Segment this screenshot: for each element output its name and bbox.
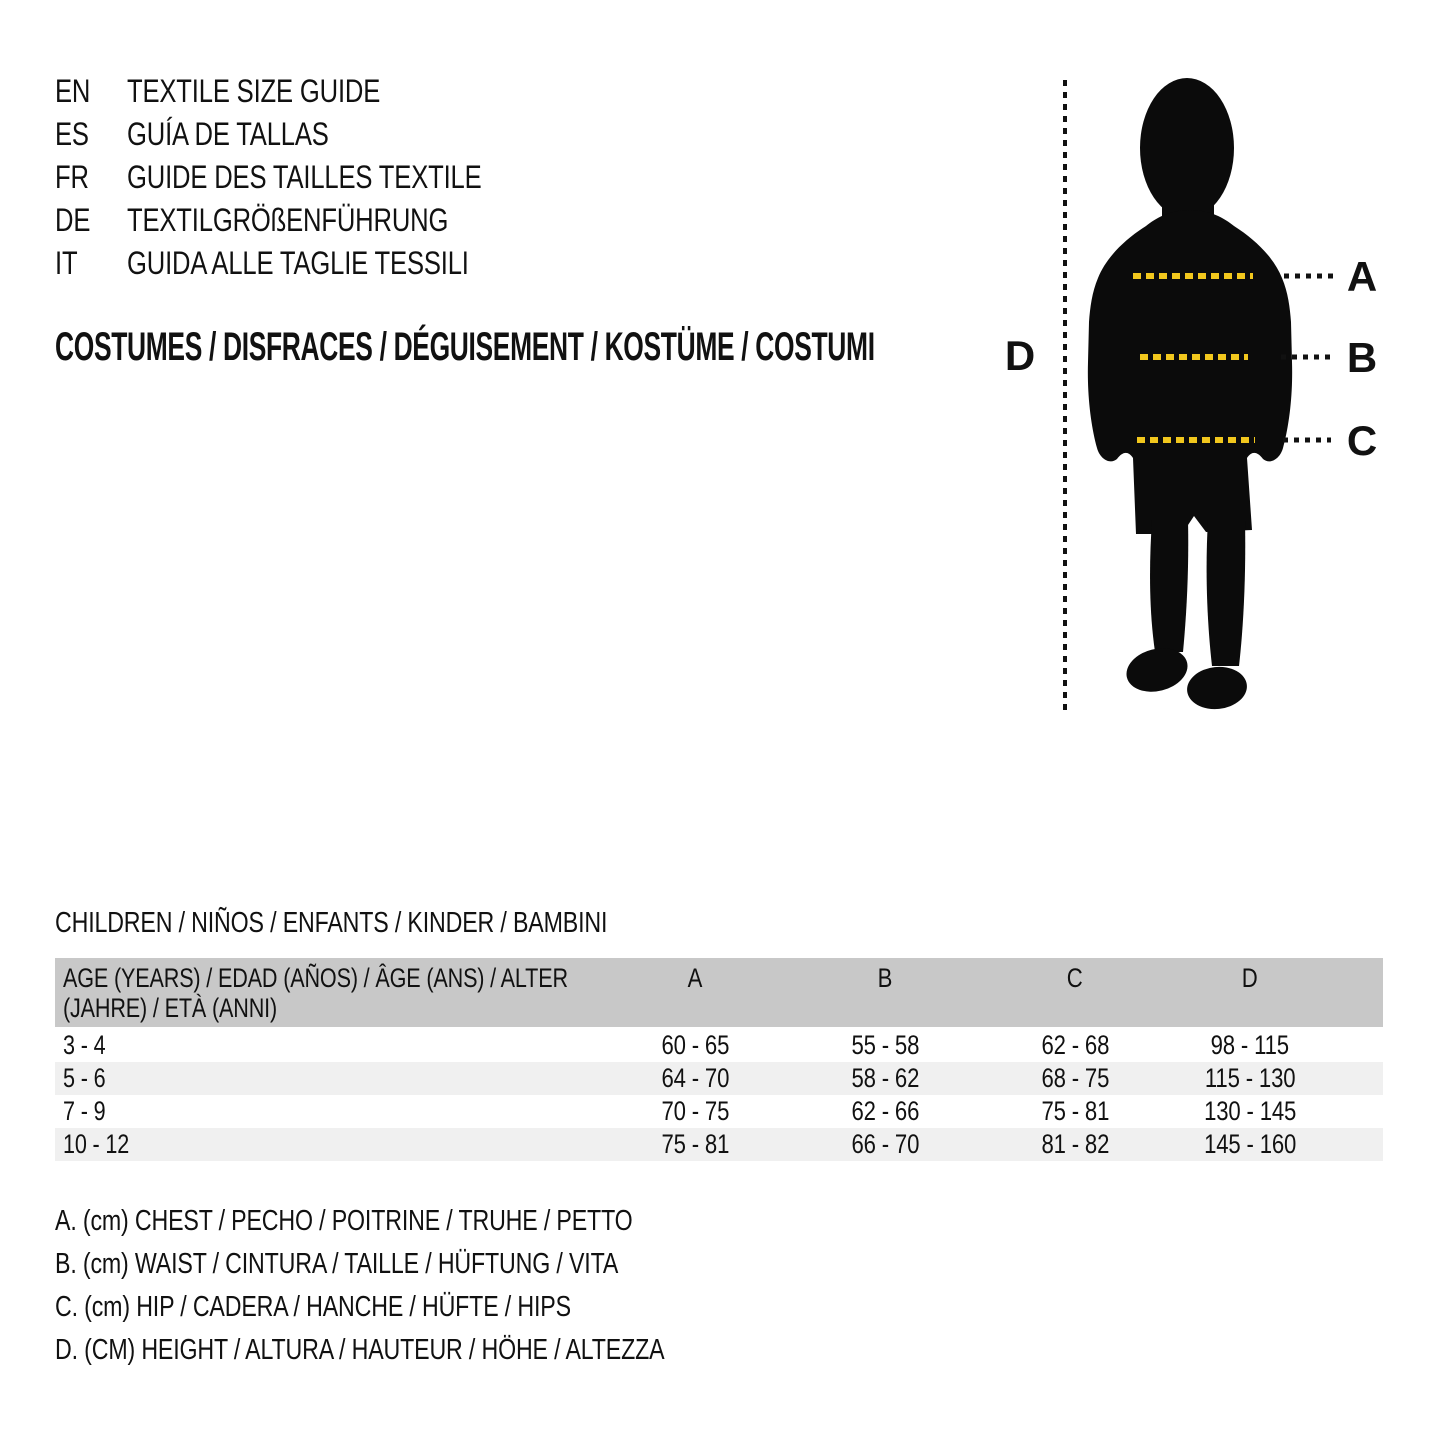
- measure-label-a: A: [1346, 253, 1378, 300]
- silhouette-right-shoe: [1185, 664, 1249, 712]
- value-cell-b: 66 - 70: [851, 1129, 919, 1159]
- language-code: EN: [55, 73, 91, 109]
- column-header-c: C: [1067, 963, 1083, 993]
- language-label: GUIDE DES TAILLES TEXTILE: [127, 159, 482, 195]
- language-code: ES: [55, 116, 89, 152]
- language-row-it: [55, 242, 570, 285]
- legend-item-chest: A. (cm) CHEST / PECHO / POITRINE / TRUHE / PETTO: [55, 1205, 633, 1237]
- age-cell: 7 - 9: [63, 1096, 106, 1126]
- value-cell-b: 55 - 58: [851, 1030, 919, 1060]
- measure-label-b: B: [1346, 334, 1378, 381]
- silhouette-left-leg: [1150, 520, 1188, 652]
- category-title: COSTUMES / DISFRACES / DÉGUISEMENT / KOSTÜME / COSTUMI: [55, 325, 875, 369]
- size-figure-svg: [990, 60, 1445, 720]
- age-column-header: AGE (YEARS) / EDAD (AÑOS) / ÂGE (ANS) / ALTER (JAHRE) / ETÀ (ANNI): [63, 963, 568, 1023]
- language-code: FR: [55, 159, 89, 195]
- value-cell-c: 62 - 68: [1041, 1030, 1109, 1060]
- age-cell: 10 - 12: [63, 1129, 130, 1159]
- age-cell: 5 - 6: [63, 1063, 106, 1093]
- language-row-fr: [55, 156, 570, 199]
- column-header-a: A: [687, 963, 703, 993]
- table-row: [55, 1095, 1383, 1128]
- silhouette-body: [1088, 210, 1292, 534]
- age-cell: 3 - 4: [63, 1030, 106, 1060]
- value-cell-a: 60 - 65: [661, 1030, 729, 1060]
- value-cell-c: 75 - 81: [1041, 1096, 1109, 1126]
- measure-label-c: C: [1346, 417, 1378, 464]
- legend-item-hip: C. (cm) HIP / CADERA / HANCHE / HÜFTE / HIPS: [55, 1291, 571, 1323]
- children-section-title: CHILDREN / NIÑOS / ENFANTS / KINDER / BAMBINI: [55, 907, 608, 939]
- language-code: DE: [55, 202, 91, 238]
- column-header-d: D: [1242, 963, 1258, 993]
- language-label: GUÍA DE TALLAS: [127, 116, 329, 152]
- size-figure: [990, 60, 1445, 720]
- value-cell-a: 75 - 81: [661, 1129, 729, 1159]
- value-cell-c: 81 - 82: [1041, 1129, 1109, 1159]
- value-cell-d: 115 - 130: [1204, 1063, 1296, 1093]
- language-list: [55, 70, 570, 285]
- measurement-legend: [55, 1200, 817, 1372]
- value-cell-a: 64 - 70: [661, 1063, 729, 1093]
- table-row: [55, 1029, 1383, 1062]
- value-cell-c: 68 - 75: [1041, 1063, 1109, 1093]
- value-cell-a: 70 - 75: [661, 1096, 729, 1126]
- value-cell-d: 130 - 145: [1203, 1096, 1297, 1126]
- table-row: [55, 1128, 1383, 1161]
- language-row-en: [55, 70, 570, 113]
- value-cell-d: 145 - 160: [1203, 1129, 1297, 1159]
- size-table-header: [55, 958, 1383, 1027]
- language-label: TEXTILE SIZE GUIDE: [127, 73, 381, 109]
- value-cell-b: 62 - 66: [851, 1096, 919, 1126]
- language-code: IT: [55, 245, 78, 281]
- size-table: [55, 958, 1383, 1161]
- silhouette-right-leg: [1207, 520, 1246, 666]
- table-row: [55, 1062, 1383, 1095]
- child-silhouette-icon: [1088, 78, 1292, 712]
- language-label: TEXTILGRÖßENFÜHRUNG: [127, 202, 449, 238]
- legend-item-waist: B. (cm) WAIST / CINTURA / TAILLE / HÜFTUNG / VITA: [55, 1248, 619, 1280]
- language-label: GUIDA ALLE TAGLIE TESSILI: [127, 245, 469, 281]
- measure-label-d: D: [1004, 332, 1036, 379]
- language-row-es: [55, 113, 570, 156]
- column-header-b: B: [877, 963, 893, 993]
- language-row-de: [55, 199, 570, 242]
- legend-item-height: D. (CM) HEIGHT / ALTURA / HAUTEUR / HÖHE / ALTEZZA: [55, 1334, 665, 1366]
- value-cell-b: 58 - 62: [851, 1063, 919, 1093]
- value-cell-d: 98 - 115: [1210, 1030, 1290, 1060]
